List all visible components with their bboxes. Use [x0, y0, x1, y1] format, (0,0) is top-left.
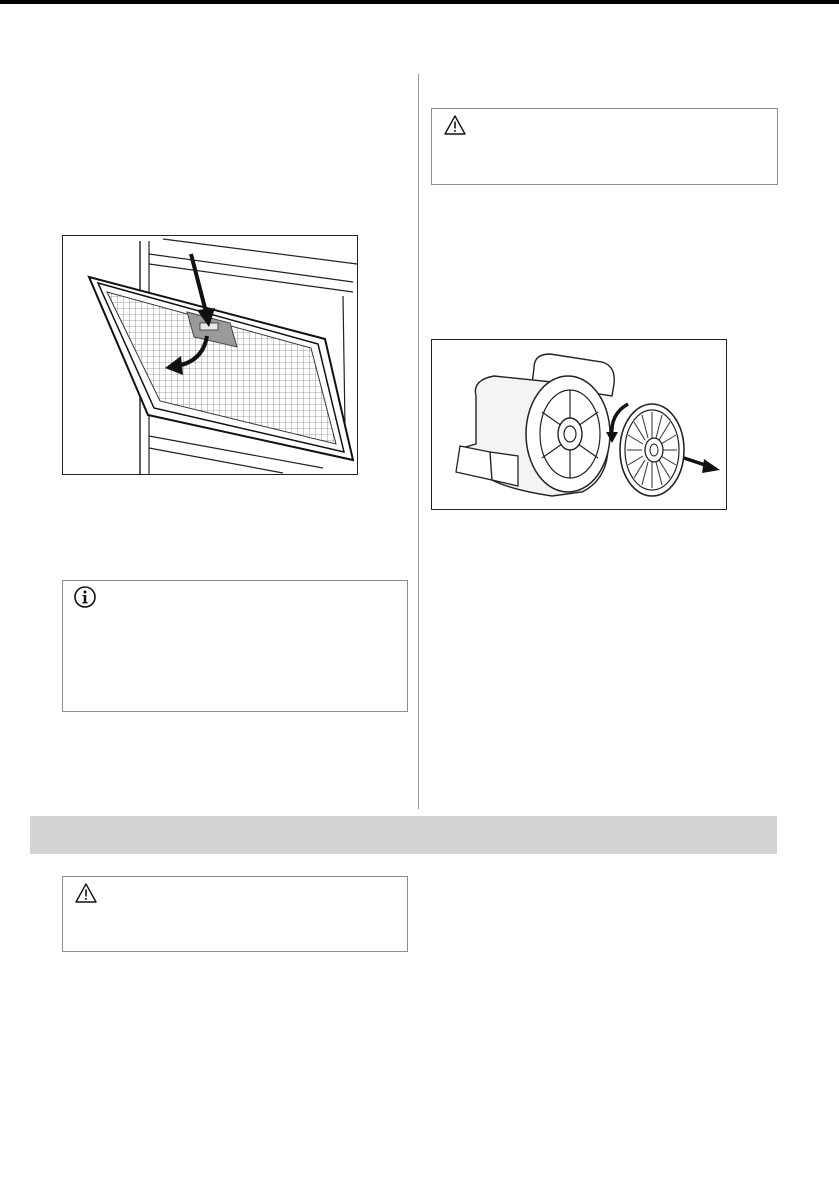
grease-filter-figure	[62, 235, 358, 475]
bottom-warning-box	[62, 876, 408, 952]
carbon-filter-figure	[431, 339, 727, 510]
section-heading-band	[30, 816, 777, 854]
warning-triangle-icon	[75, 883, 97, 903]
info-icon	[73, 585, 97, 609]
warning-box	[431, 108, 778, 185]
grease-filter-illustration	[63, 236, 357, 474]
top-rule	[0, 0, 839, 4]
column-divider	[418, 74, 419, 809]
warning-triangle-icon	[444, 115, 466, 135]
carbon-filter-illustration	[432, 340, 726, 509]
info-box	[62, 580, 408, 712]
